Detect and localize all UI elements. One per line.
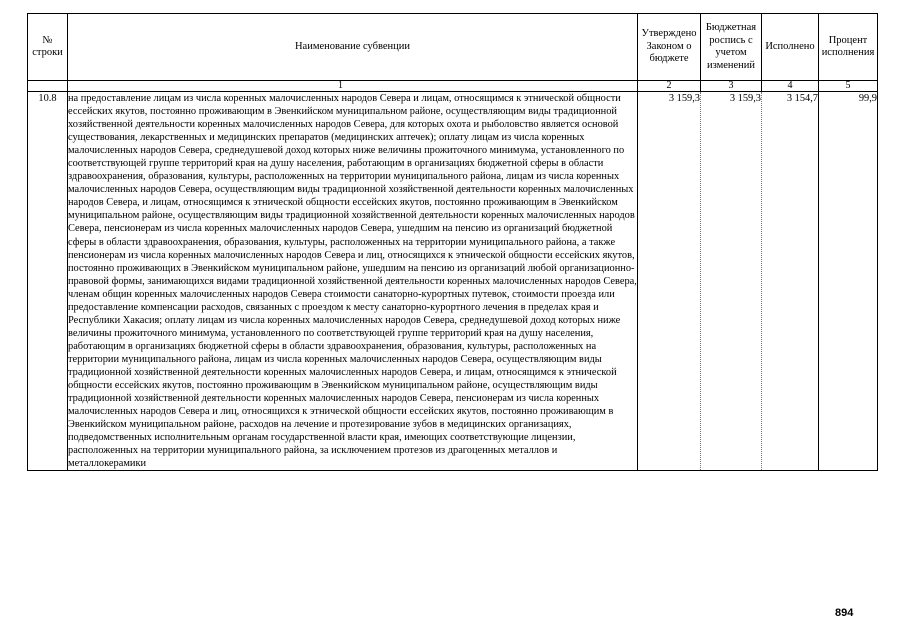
header-schedule: Бюджетная роспись с учетом изменений	[701, 14, 762, 81]
subvention-table	[27, 13, 878, 471]
row-percent: 99,9	[819, 92, 878, 471]
column-number-name: 1	[68, 81, 638, 92]
header-row	[28, 14, 878, 81]
row-executed-amount: 3 154,7	[762, 92, 819, 471]
header-percent: Процент исполнения	[819, 14, 878, 81]
header-executed: Исполнено	[762, 14, 819, 81]
row-approved-amount: 3 159,3	[638, 92, 701, 471]
column-number-empty	[28, 81, 68, 92]
header-rownum: № строки	[28, 14, 68, 81]
column-number-row	[28, 81, 878, 92]
row-number: 10.8	[28, 92, 68, 471]
row-description: на предоставление лицам из числа коренных малочисленных народов Севера и лицам, относящимся к этнической общности ессейских якутов, постоянно проживающим в Эвенкийском муниципальном районе, осуществляющим виды традиционной хозяйственной деятельности коренных малочисленных народов Севера, для которых охота и рыболовство является основой существования, лекарственных и медицинских препаратов (медицинских аптечек); оплату лицам из числа коренных малочисленных народов Севера, среднедушевой доход которых ниже величины прожиточного минимума, установленного по соответствующей группе территорий края на душу населения, работающим в организациях бюджетной сферы в области здравоохранения, образования, культуры, расположенных на территории муниципального района, лицам из числа коренных малочисленных народов Севера, осуществляющим виды традиционной хозяйственной деятельности коренных малочисленных народов Севера, и лицам, относящимся к этнической общности ессейских якутов, постоянно проживающим в Эвенкийском муниципальном районе, осуществляющим виды традиционной хозяйственной деятельности коренных малочисленных народов Севера, пенсионерам из числа коренных малочисленных народов Севера, ушедшим на пенсию из организаций бюджетной сферы в области здравоохранения, образования, культуры, расположенных на территории муниципального района, а также пенсионерам из числа коренных малочисленных народов Севера и лиц, относящихся к этнической общности ессейских якутов, постоянно проживающих в Эвенкийском муниципальном районе, ушедшим на пенсию из организаций любой организационно-правовой формы, занимающихся видами традиционной хозяйственной деятельности коренных малочисленных народов Севера, членам общин коренных малочисленных народов Севера стоимости санаторно-курортных путевок, стоимости проезда или предоставление компенсации расходов, связанных с проездом к месту санаторно-курортного лечения в пределах края и Республики Хакасия; оплату лицам из числа коренных малочисленных народов Севера, среднедушевой доход которых ниже величины прожиточного минимума, установленного по соответствующей группе территорий края на душу населения, работающим в организациях бюджетной сферы в области здравоохранения, образования, культуры, расположенных на территории муниципального района, лицам из числа коренных малочисленных народов Севера, осуществляющим виды традиционной хозяйственной деятельности коренных малочисленных народов Севера, и лицам, относящимся к этнической общности ессейских якутов, постоянно проживающим в Эвенкийском муниципальном районе, осуществляющим виды традиционной хозяйственной деятельности коренных малочисленных народов Севера, пенсионерам из числа коренных малочисленных народов Севера и лиц, относящихся к этнической общности ессейских якутов, постоянно проживающим в Эвенкийском муниципальном районе, расходов на лечение и протезирование зубов в медицинских организациях, подведомственных исполнительным органам государственной власти края, имеющих соответствующие лицензии, расположенных на территории муниципального района, за исключением протезов из драгоценных металлов и металлокерамики	[68, 93, 637, 470]
column-number-schedule: 3	[701, 81, 762, 92]
header-approved: Утверждено Законом о бюджете	[638, 14, 701, 81]
page-number: 894	[835, 607, 854, 619]
table-row	[28, 92, 878, 471]
row-schedule-amount: 3 159,3	[701, 92, 762, 471]
column-number-percent: 5	[819, 81, 878, 92]
header-name: Наименование субвенции	[68, 14, 638, 81]
column-number-approved: 2	[638, 81, 701, 92]
column-number-executed: 4	[762, 81, 819, 92]
